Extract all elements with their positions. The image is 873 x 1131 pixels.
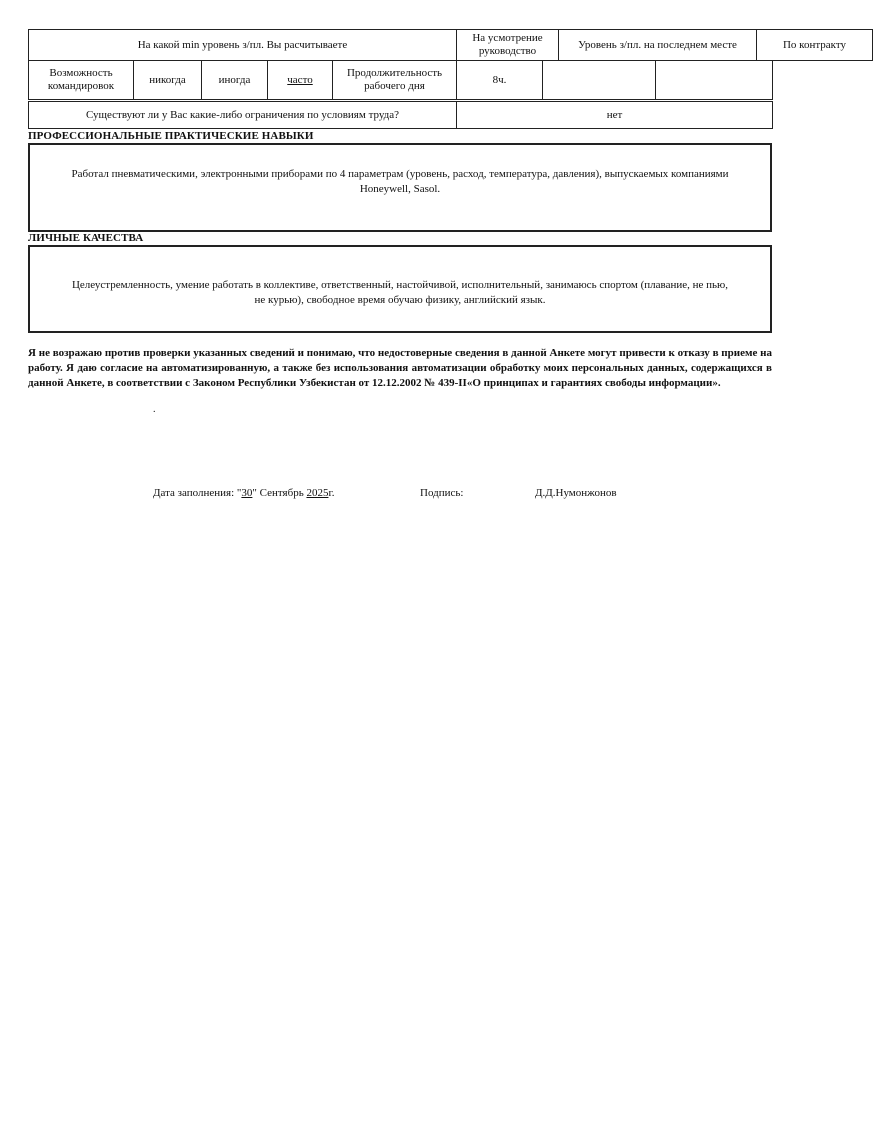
professional-skills-title: ПРОФЕССИОНАЛЬНЫЕ ПРАКТИЧЕСКИЕ НАВЫКИ <box>28 130 314 142</box>
last-job-salary-cell: Уровень з/пл. на последнем месте <box>559 30 757 61</box>
personal-qualities-line-2: не курью), свободное время обучаю физику, английский язык. <box>254 294 546 306</box>
date-year: 2025 <box>306 487 329 499</box>
stray-mark: . <box>153 404 156 415</box>
empty-cell <box>543 61 656 100</box>
travel-table <box>28 60 773 100</box>
workday-label: Продолжительность рабочего дня <box>333 61 457 100</box>
consent-statement: Я не возражаю против проверки указанных сведений и понимаю, что недостоверные сведения в данной Анкете могут привести к отказу в приеме на работу. Я даю согласие на автоматизированную, а также без использования автоматизации обработку моих персональных данных, содержащихся в данной Анкете, в соответствии с Законом Республики Узбекистан от 12.12.2002 № 439-II«О принципах и гарантиях свободы информации». <box>28 347 772 389</box>
signer-name: Д.Д.Нумонжонов <box>535 487 617 499</box>
restrictions-question: Существуют ли у Вас какие-либо ограничения по условиям труда? <box>29 102 457 129</box>
empty-cell <box>656 61 773 100</box>
personal-qualities-box <box>28 245 772 333</box>
personal-qualities-title: ЛИЧНЫЕ КАЧЕСТВА <box>28 232 144 244</box>
min-salary-question: На какой min уровень з/пл. Вы расчитываете <box>29 30 457 61</box>
travel-option-sometimes: иногда <box>202 61 268 100</box>
date-month: " Сентябрь <box>252 487 307 499</box>
salary-table <box>28 29 873 61</box>
travel-option-never: никогда <box>134 61 202 100</box>
fill-date <box>153 487 335 499</box>
by-contract-cell: По контракту <box>757 30 873 61</box>
travel-label: Возможность командировок <box>29 61 134 100</box>
salary-row <box>29 30 873 61</box>
restrictions-table <box>28 101 773 129</box>
restrictions-answer: нет <box>457 102 773 129</box>
personal-qualities-line-1: Целеустремленность, умение работать в коллективе, ответственный, настойчивой, исполнительный, занимаюсь спортом (плавание, не пью, <box>71 279 729 291</box>
date-day: 30 <box>241 487 253 499</box>
professional-skills-line-1: Работал пневматическими, электронными приборами по 4 параметрам (уровень, расход, температура, давления), выпускаемых компаниями <box>71 168 729 180</box>
date-label: Дата заполнения: " <box>153 487 242 499</box>
professional-skills-box <box>28 143 772 232</box>
workday-value: 8ч. <box>457 61 543 100</box>
date-suffix: г. <box>328 487 335 499</box>
professional-skills-line-2: Honeywell, Sasol. <box>359 183 441 195</box>
management-discretion-cell: На усмотрение руководство <box>457 30 559 61</box>
restrictions-row <box>29 102 773 129</box>
travel-option-often-selected: часто <box>287 73 313 86</box>
signature-label: Подпись: <box>420 487 464 499</box>
travel-row <box>29 61 773 100</box>
